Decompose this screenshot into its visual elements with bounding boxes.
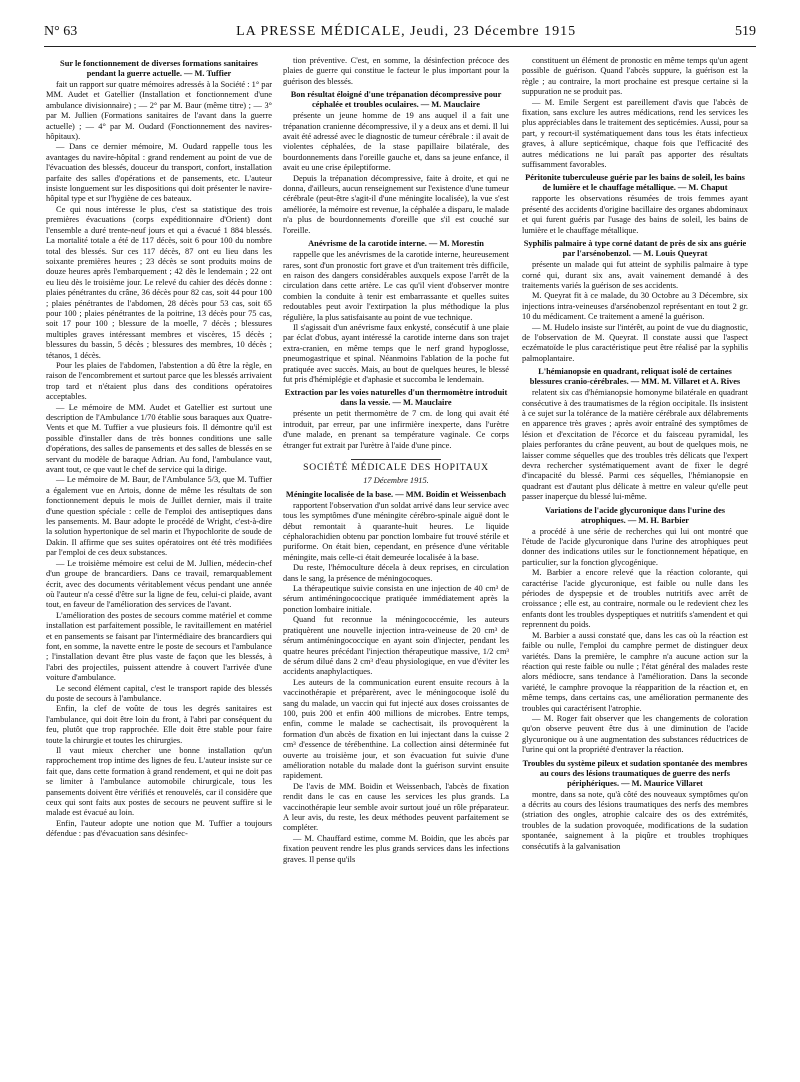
- body-paragraph: L'amélioration des postes de secours comme matériel et comme installation est parfaitement possible, le ravitaillement en matériel et en pansements se faisant par l'intermédiaire des brancardiers qui font, en somme, la navette entre le poste de secours et l'ambulance ; l'installation devant être plus vaste de façon que les blessés, à l'abri des projectiles, puissent attendre à couvert l'arrivée d'une voiture d'ambulance.: [46, 610, 272, 683]
- body-paragraph: — M. Chauffard estime, comme M. Boidin, que les abcès par fixation peuvent rendre les plus grands services dans les infections graves. Il pense qu'ils: [283, 833, 509, 864]
- body-paragraph: présente un jeune homme de 19 ans auquel il a fait une trépanation cranienne décompressive, il y a deux ans et demi. Il lui avait été adressé avec le diagnostic de tumeur cérébrale : il avait de violentes céphalées, de la stase papillaire bilatérale, des bourdonnements dans l'oreille gauche et, dans sa jeune enfance, il avait eu une crise épileptiforme.: [283, 111, 509, 173]
- body-paragraph: M. Barbier a encore relevé que la réaction colorante, qui caractérise l'acide glycuronique, est faible ou nulle dans les périodes de dyspepsie et de troubles nutritifs avec arrêt de croissance ; elle est, au contraire, normale ou le redevient chez les enfants dont les troubles dyspeptiques et nutritifs s'amendent et qui reprennent du poids.: [522, 568, 748, 630]
- body-paragraph: — Dans ce dernier mémoire, M. Oudard rappelle tous les avantages du navire-hôpital : grand rendement au point de vue de l'évacuation des blessés, douceur du transport, confort, installation parfaite des salles d'opérations et de pansements, etc. L'auteur insiste longuement sur les dispositions qui doit présenter le navire-hôpital type et sur l'hygiène de ces bateaux.: [46, 142, 272, 204]
- body-paragraph: — Le mémoire de MM. Audet et Gatellier est surtout une description de l'Ambulance 1/70 établie sous baraques aux Quatre-Vents et que M. Tuffier a vue plusieurs fois. Il démontre qu'il est possible d'installer dans de très bonnes conditions une salle d'opérations, des salles de pansements et des salles de blessés en se servant du modèle de baraque Adrian. Au fond, l'ambulance vaut, avant tout, ce que vaut le chef de service qui la dirige.: [46, 402, 272, 475]
- body-paragraph: Les auteurs de la communication eurent ensuite recours à la vaccinothérapie et préparèrent, avec le méningocoque isolé du sang du malade, un vaccin qui fut injecté aux doses croissantes de 100, puis 200 et enfin 400 millions de microbes. Entre temps, enfin, comme le malade se cachectisait, ils provoquèrent la formation d'un abcès de fixation en lui injectant dans la cuisse 2 cm³ d'essence de térébenthine. La collection ainsi déterminée fut ouverte au troisième jour, et son évacuation fut suivie d'une amélioration notable du malade dont la guérison survint ensuite rapidement.: [283, 677, 509, 781]
- body-paragraph: Le second élément capital, c'est le transport rapide des blessés du poste de secours à l'ambulance.: [46, 683, 272, 703]
- body-paragraph: rapportent l'observation d'un soldat arrivé dans leur service avec tous les symptômes d'une méningite cérébro-spinale aiguë dont le début remontait à quarante-huit heures. Le liquide céphalorachidien obtenu par ponction lombaire fut trouvé stérile et puriforme. On était bien, cependant, en présence d'une véritable méningite, mais celle-ci était demeurée localisée à la base.: [283, 500, 509, 562]
- article-title: Sur le fonctionnement de diverses formations sanitaires pendant la guerre actuelle. — M. Tuffier: [60, 59, 258, 78]
- society-heading: [283, 459, 509, 487]
- article-title: L'hémianopsie en quadrant, reliquat isolé de certaines blessures cranio-cérébrales. — MM. M. Villaret et A. Rives: [529, 367, 741, 387]
- column-left: [46, 56, 272, 1072]
- body-paragraph: relatent six cas d'hémianopsie homonyme bilatérale en quadrant consécutive à des traumatismes de la région occipitale. Ils insistent à ce sujet sur la tolérance de la matière cérébrale aux délabrements en apparence très graves ; après avoir entraîné des symptômes de lésion et d'excitation de l'écorce et du faisceau pyramidal, les plaies perforantes du crâne peuvent, au bout de quelques mois, ne laisser comme séquelles que des troubles très délicats que l'expert devra rechercher systématiquement avant de fixer le degré d'incapacité du blessé. Parmi ces séquelles, l'hémianopsie en quadrant est d'autant plus délicate à mettre en valeur qu'elle peut passer inaperçue du blessé lui-même.: [522, 388, 748, 502]
- page-number: 519: [735, 24, 756, 39]
- column-middle: [283, 56, 509, 1072]
- body-paragraph: — Le mémoire de M. Baur, de l'Ambulance 5/3, que M. Tuffier a également vue en Artois, donne de même les résultats de son fonctionnement depuis le mois de Juillet dernier, mais il traite d'une question spéciale : celle de l'emploi des antiseptiques dans les pansements. M. Baur adopte le procédé de Wright, c'est-à-dire la solution hypertonique de sel marin et l'hypochlorite de soude de Dakin. Il affirme que ses suites opératoires ont été très modifiées par l'emploi de ces deux substances.: [46, 475, 272, 558]
- body-paragraph: tion préventive. C'est, en somme, la désinfection précoce des plaies de guerre qui constitue le facteur le plus important pour la guérison des blessés.: [283, 56, 509, 86]
- article-title: Variations de l'acide glycuronique dans l'urine des atrophiques. — M. H. Barbier: [544, 505, 726, 525]
- body-paragraph: présente un malade qui fut atteint de syphilis palmaire à type corné qui, durant six ans, avait vainement demandé à des traitements variés la guérison de ses accidents.: [522, 260, 748, 290]
- section-divider: [351, 459, 441, 460]
- page-header: [44, 24, 756, 47]
- body-paragraph: Il s'agissait d'un anévrisme faux enkysté, consécutif à une plaie par éclat d'obus, ayant intéressé la carotide interne dans son trajet extra-cranien, en même temps que le nerf grand hypoglosse, pneumogastrique et spinal. Néanmoins l'ablation de la poche fut pratiquée avec succès. Mais, au bout de quelques heures, le blessé fut pris d'hémiplégie et d'aphasie et succomba le lendemain.: [283, 322, 509, 384]
- body-paragraph: M. Barbier a aussi constaté que, dans les cas où la réaction est faible ou nulle, l'emploi du camphre permet de distinguer deux variétés. Dans la première, le camphre n'a aucune action sur la réaction qui reste faible ou nulle ; l'état général des malades reste alors médiocre, sans tendance à l'amélioration. Dans la seconde variété, le camphre provoque la réapparition de la réaction et, en même temps, dans certains cas, une amélioration permanente des troubles qui caractérisent l'atrophie.: [522, 630, 748, 713]
- issue-number: N° 63: [44, 24, 78, 39]
- body-paragraph: Enfin, la clef de voûte de tous les degrés sanitaires est l'ambulance, qui doit être loin du front, à l'abri par conséquent du feu, plutôt que trop rapprochée. Elle doit être stable pour faire toute la chirurgie et toutes les chirurgies.: [46, 704, 272, 745]
- body-paragraph: De l'avis de MM. Boidin et Weissenbach, l'abcès de fixation rendit dans le cas en cause les services les plus grands. La vaccinothérapie leur semble avoir surtout joué un rôle préparateur. A leur avis, du reste, les deux méthodes peuvent parfaitement se compléter.: [283, 781, 509, 833]
- body-paragraph: — Le troisième mémoire est celui de M. Jullien, médecin-chef d'un groupe de brancardiers. Dans ce travail, remarquablement écrit, avec des documents véritablement vécus pendant une année où l'auteur n'a cessé d'être sur la ligne de feu, celui-ci plaide, avant tout, en faveur de l'amélioration des services de l'avant.: [46, 558, 272, 610]
- article-title: Syphilis palmaire à type corné datant de près de six ans guérie par l'arsénobenzol. — M. Louis Queyrat: [523, 239, 747, 259]
- body-paragraph: constituent un élément de pronostic en même temps qu'un agent possible de guérison. Quand l'abcès suppure, la guérison est la règle ; au contraire, la mort prochaine est presque certaine si la suppuration ne se produit pas.: [522, 56, 748, 97]
- journal-title: LA PRESSE MÉDICALE, Jeudi, 23 Décembre 1915: [236, 24, 577, 39]
- body-paragraph: Du reste, l'hémoculture décela à deux reprises, en circulation dans le sang, la présence de méningocoques.: [283, 563, 509, 583]
- body-paragraph: — M. Emile Sergent est pareillement d'avis que l'abcès de fixation, sans exclure les autres médications, rend les services les plus appréciables dans le traitement des septicémies. Aussi, pour sa part, y recourt-il systématiquement dans tous les états infectieux graves, à allure septicémique, chaque fois que l'efficacité des autres médications ne lui paraît pas apporter des résultats suffisamment favorables.: [522, 97, 748, 170]
- article-title: Extraction par les voies naturelles d'un thermomètre introduit dans la vessie. — M. Mauclaire: [284, 388, 508, 408]
- article-title: Méningite localisée de la base. — MM. Boidin et Weissenbach: [285, 489, 507, 499]
- article-title: Péritonite tuberculeuse guérie par les bains de soleil, les bains de lumière et le chauffage métallique. — M. Chaput: [525, 173, 745, 193]
- article-title: Anévrisme de la carotide interne. — M. Morestin: [308, 239, 484, 249]
- body-paragraph: Ce qui nous intéresse le plus, c'est sa statistique des trois premières évacuations (corps expéditionnaire d'Orient) dont l'ensemble a duré trente-neuf jours et qui a évacué 1 884 blessés. La mortalité totale a été de 117 décès, soit 6 pour 100 du nombre total des blessés. Sur ces 117 décès, 87 ont eu lieu dans les soixante premières heures ; 23 décès se sont produits moins de douze heures après l'embarquement ; 42 dès le lendemain ; 22 ont eu lieu dès le troisième jour. Le relevé du cahier des décès donne : plaies pénétrantes du crâne, 36 décès pour 82 cas, soit 44 pour 100 ; plaies pénétrantes de l'abdomen, 28 décès pour 53 cas, soit 65 pour 100 ; plaies pénétrantes de la poitrine, 13 décès pour 75 cas, soit 17 pour 100 ; blessure de la moelle, 7 décès ; blessures multiples graves intéressant membres et viscères, 15 décès ; blessures du bassin, 5 décès ; blessures des membres, 10 décès ; tétanos, 1 décès.: [46, 204, 272, 360]
- body-paragraph: Enfin, l'auteur adopte une notion que M. Tuffier a toujours défendue : pas d'évacuation sans désinfec-: [46, 818, 272, 839]
- article-title: Troubles du système pileux et sudation spontanée des membres au cours des lésions traumatiques de guerre des nerfs périphériques. — M. Maurice Villaret: [522, 758, 748, 788]
- body-paragraph: a procédé à une série de recherches qui lui ont montré que l'étude de l'acide glycuronique dans l'urine des atrophiques peut donner des indications utiles sur le fonctionnement hépatique, en particulier, sur la fonction glycogénique.: [522, 526, 748, 567]
- body-paragraph: Depuis la trépanation décompressive, faite à droite, et qui ne donna, d'ailleurs, aucun renseignement sur l'existence d'une tumeur cérébrale (peut-être s'agit-il d'une méningite localisée), la vue s'est améliorée, la mémoire est revenue, la céphalée a disparu, le malade n'a plus de bourdonnements d'oreille que s'il est couché sur l'oreille.: [283, 173, 509, 235]
- article-title: Bon résultat éloigné d'une trépanation décompressive pour céphalée et troubles oculaires. — M. Mauclaire: [290, 90, 502, 110]
- body-paragraph: — M. Roger fait observer que les changements de coloration qu'on observe peuvent être dus à une diminution de l'acide glycuronique ou à une augmentation des substances réductrices de l'urine qui ont la propriété d'entraver la réaction.: [522, 713, 748, 755]
- society-name: SOCIÉTÉ MÉDICALE DES HOPITAUX: [303, 462, 489, 473]
- body-paragraph: Il vaut mieux chercher une bonne installation qu'un rapprochement trop intime des lignes de feu. L'auteur insiste sur ce fait que, dans cette formation à grand rendement, et qui ne doit pas se limiter à l'ambulance automobile chirurgicale, tous les pansements doivent être vérifiés et renouvelés, car il considère que ceux qui sont faits aux postes de secours ne peuvent suffire si le malade est évacué au loin.: [46, 746, 272, 818]
- body-paragraph: rapporte les observations résumées de trois femmes ayant présenté des accidents d'origine bacillaire des organes abdominaux et qui furent guéris par l'usage des bains de soleil, les bains de lumière et le chauffage métallique.: [522, 194, 748, 235]
- column-right: [522, 56, 748, 1072]
- body-paragraph: présente un petit thermomètre de 7 cm. de long qui avait été introduit, par erreur, par une infirmière inexperte, dans l'urètre d'une malade, en prenant sa température vaginale. Ce corps étranger fut extrait par l'urètre à l'aide d'une pince.: [283, 409, 509, 450]
- body-paragraph: Pour les plaies de l'abdomen, l'abstention a dû être la règle, en raison de l'encombrement et surtout parce que les blessés arrivaient trop tard et n'étaient plus dans des conditions opératoires acceptables.: [46, 360, 272, 402]
- body-paragraph: M. Queyrat fit à ce malade, du 30 Octobre au 3 Décembre, six injections intra-veineuses d'arsénobenzol représentant en tout 2 gr. 10 du médicament. Ce traitement a amené la guérison.: [522, 291, 748, 322]
- body-paragraph: rappelle que les anévrismes de la carotide interne, heureusement rares, sont d'un pronostic fort grave et d'un traitement très difficile, en raison des dangers considérables auxquels expose l'arrêt de la circulation dans cette artère. Le cas qu'il vient d'observer montre combien la conduite à tenir est embarrassante et quelles suites redoutables peut avoir l'extirpation la plus méthodique la plus régulière, la plus satisfaisante au point de vue technique.: [283, 250, 509, 322]
- session-date: 17 Décembre 1915.: [363, 476, 429, 486]
- body-paragraph: fait un rapport sur quatre mémoires adressés à la Société : 1° par MM. Audet et Gatellier (Installation et fonctionnement d'une ambulance divisionnaire) ; — 2° par M. Baur (même titre) ; — 3° par M. Jullien (Formations sanitaires de l'avant dans la guerre actuelle) ; — 4° par M. Oudard (Fonctionnement des navires-hôpitaux).: [46, 80, 272, 142]
- body-paragraph: montre, dans sa note, qu'à côté des nouveaux symptômes qu'on a décrits au cours des lésions traumatiques des nerfs des membres (striation des ongles, atrophie calcaire des os des extrémités, troubles de la sudation provoquée, modifications de la sudation spontanée, saignement à la piqûre et troubles trophiques consécutifs à la galvanisation: [522, 789, 748, 851]
- body-paragraph: La thérapeutique suivie consista en une injection de 40 cm³ de sérum antiméningococcique pratiquée immédiatement après la ponction lombaire initiale.: [283, 584, 509, 614]
- body-paragraph: Quand fut reconnue la méningococcémie, les auteurs pratiquèrent une nouvelle injection intra-veineuse de 20 cm³ de sérum antiméningococcique en ayant soin d'injecter, pendant les quatre heures précédant l'injection thérapeutique massive, 1/2 cm³ de sérum dilué dans 2 cm³ d'eau physiologique, en vue d'éviter les accidents anaphylactiques.: [283, 615, 509, 677]
- body-paragraph: — M. Hudelo insiste sur l'intérêt, au point de vue du diagnostic, de l'observation de M. Queyrat. Il constate aussi que l'aspect eczématoïde le plus caractéristique peut être réalisé par la syphilis palmoplantaire.: [522, 322, 748, 363]
